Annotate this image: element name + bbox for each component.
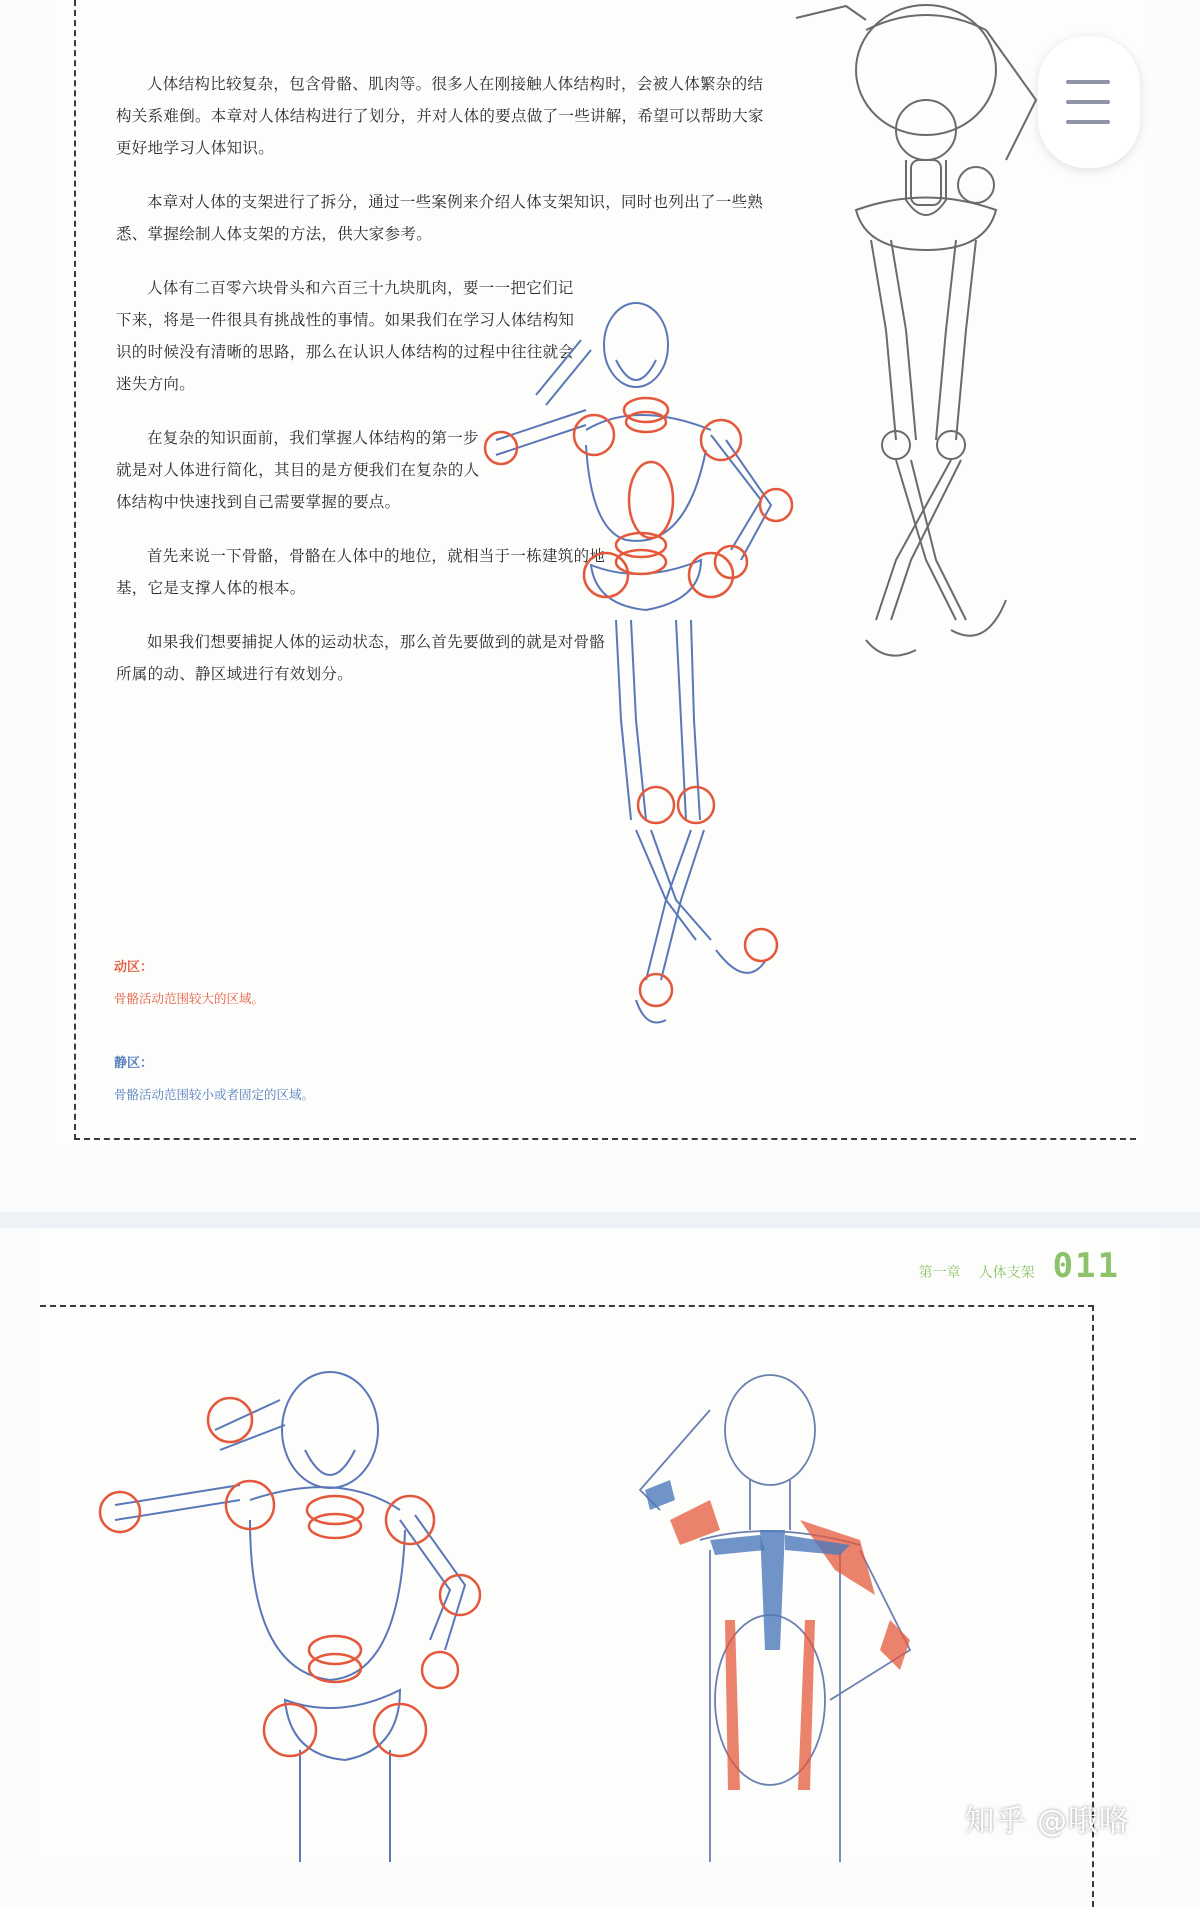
menu-icon	[1066, 80, 1110, 84]
paragraph-1: 人体结构比较复杂，包含骨骼、肌肉等。很多人在刚接触人体结构时，会被人体繁杂的结构关系难倒。本章对人体结构进行了划分，并对人体的要点做了一些讲解，希望可以帮助大家更好地学习人体知识。	[116, 75, 764, 157]
legend-static-title: 静区：	[114, 1056, 154, 1071]
skeleton-closeup-illustration	[100, 1370, 520, 1862]
paragraph-5: 首先来说一下骨骼，骨骼在人体中的地位，就相当于一栋建筑的地基，它是支撑人体的根本。	[116, 547, 606, 597]
paragraph-3: 人体有二百零六块骨头和六百三十九块肌肉，要一一把它们记下来，将是一件很具有挑战性的事情。如果我们在学习人体结构知识的时候没有清晰的思路，那么在认识人体结构的过程中往往就会迷失方向。	[116, 279, 575, 393]
legend-dynamic-desc: 骨骼活动范围较大的区域。	[114, 991, 265, 1006]
muscle-figure-illustration	[600, 1370, 960, 1862]
page-separator	[0, 1212, 1200, 1228]
legend-dynamic-zone	[114, 956, 264, 1007]
legend-static-zone	[114, 1052, 314, 1103]
chapter-label: 第一章	[918, 1265, 961, 1281]
legend-static-desc: 骨骼活动范围较小或者固定的区域。	[114, 1087, 315, 1102]
zhihu-watermark: 知乎 @哦咯	[964, 1804, 1130, 1839]
menu-icon-line	[1066, 120, 1110, 124]
book-page-top	[56, 0, 1146, 1150]
paragraph-4: 在复杂的知识面前，我们掌握人体结构的第一步就是对人体进行简化，其目的是方便我们在复杂的人体结构中快速找到自己需要掌握的要点。	[116, 429, 480, 511]
menu-icon-line	[1066, 100, 1110, 104]
skeleton-zone-illustration	[476, 300, 836, 1100]
chapter-header	[919, 1246, 1120, 1286]
paragraph-6: 如果我们想要捕捉人体的运动状态，那么首先要做到的就是对骨骼所属的动、静区域进行有效划分。	[116, 633, 606, 683]
menu-button[interactable]	[1038, 36, 1140, 168]
legend-dynamic-title: 动区：	[114, 960, 154, 975]
page-number: 011	[1052, 1246, 1120, 1286]
book-page-bottom	[40, 1230, 1160, 1862]
paragraph-2: 本章对人体的支架进行了拆分，通过一些案例来介绍人体支架知识，同时也列出了一些熟悉、掌握绘制人体支架的方法，供大家参考。	[116, 193, 764, 243]
section-label: 人体支架	[978, 1265, 1035, 1281]
